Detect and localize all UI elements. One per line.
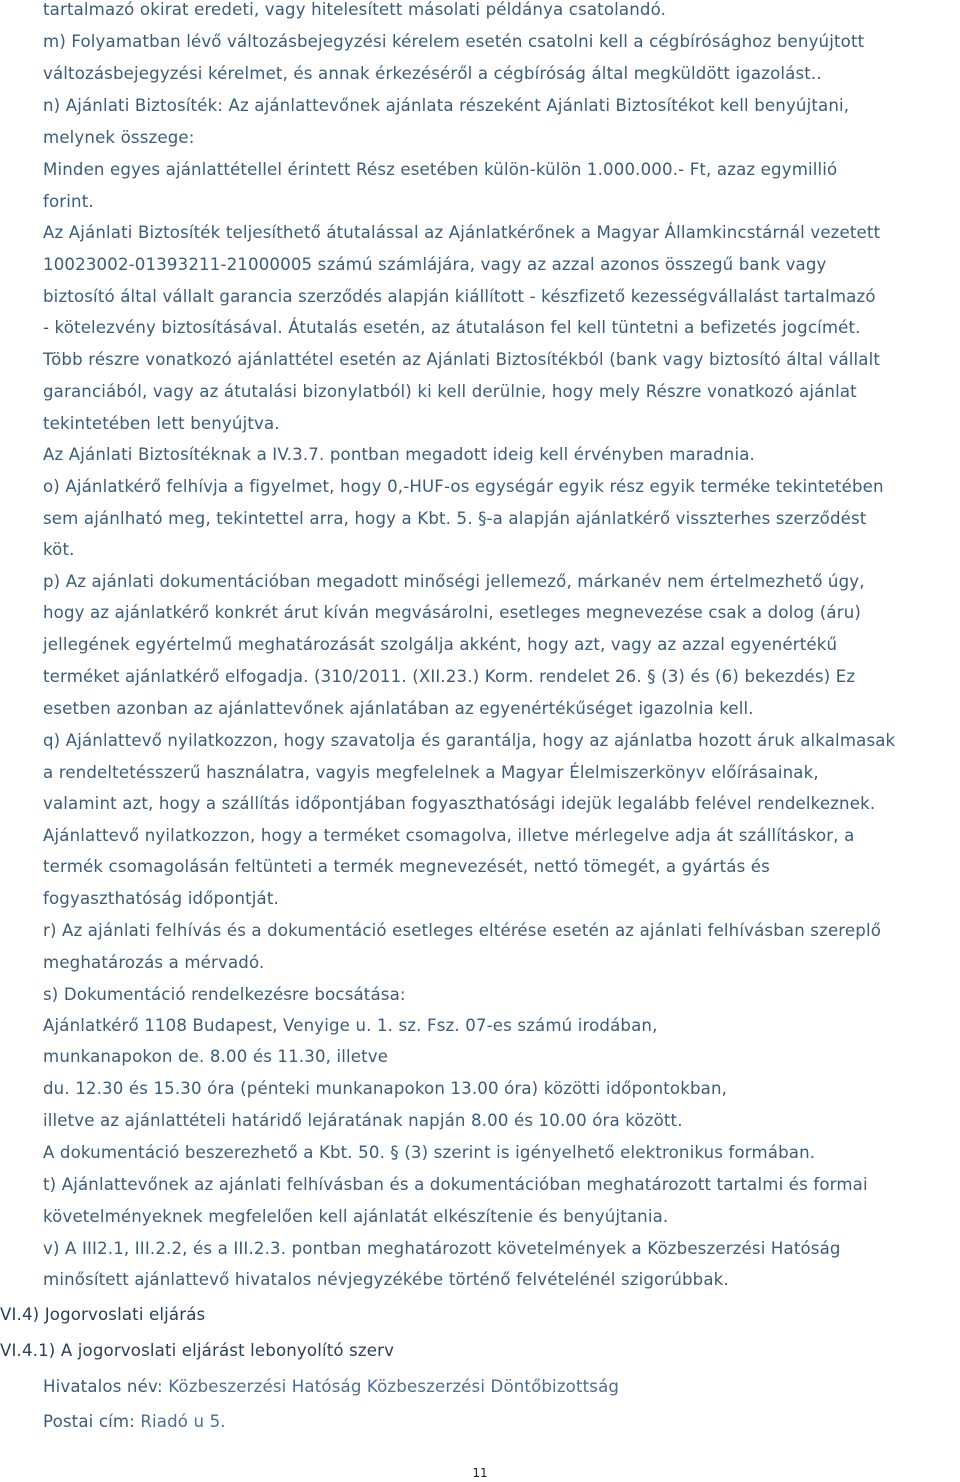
text-line: hogy az ajánlatkérő konkrét árut kíván megvásárolni, esetleges megnevezése csak a dolog (áru) bbox=[43, 603, 862, 622]
text-line: forint. bbox=[43, 192, 94, 211]
field-label: Postai cím: bbox=[43, 1412, 141, 1431]
text-line: Az Ajánlati Biztosíték teljesíthető átutalással az Ajánlatkérőnek a Magyar Államkincstárnál vezetett bbox=[43, 223, 881, 242]
text-line: Ajánlatkérő 1108 Budapest, Venyige u. 1. sz. Fsz. 07-es számú irodában, bbox=[43, 1016, 658, 1035]
text-line: q) Ajánlattevő nyilatkozzon, hogy szavatolja és garantálja, hogy az ajánlatba hozott áruk alkalmasak bbox=[43, 731, 896, 750]
text-line: esetben azonban az ajánlattevőnek ajánlatában az egyenértékűséget igazolnia kell. bbox=[43, 699, 754, 718]
text-line: o) Ajánlatkérő felhívja a figyelmet, hogy 0,-HUF-os egységár egyik rész egyik terméke tekintetében bbox=[43, 477, 884, 496]
text-line: valamint azt, hogy a szállítás időpontjában fogyaszthatósági idejük legalább felével rendelkeznek. bbox=[43, 794, 876, 813]
text-line: s) Dokumentáció rendelkezésre bocsátása: bbox=[43, 985, 406, 1004]
text-line: fogyaszthatóság időpontját. bbox=[43, 889, 279, 908]
text-line: r) Az ajánlati felhívás és a dokumentáció esetleges eltérése esetén az ajánlati felhívásban szereplő bbox=[43, 921, 882, 940]
postal-address-row bbox=[43, 1412, 226, 1432]
text-line: - kötelezvény biztosításával. Átutalás esetén, az átutaláson fel kell tüntetni a befizetés jogcímét. bbox=[43, 318, 861, 337]
text-line: tekintetében lett benyújtva. bbox=[43, 414, 280, 433]
text-line: sem ajánlható meg, tekintettel arra, hogy a Kbt. 5. §-a alapján ajánlatkérő visszterhes szerződést bbox=[43, 509, 867, 528]
text-line: termék csomagolásán feltünteti a termék megnevezését, nettó tömegét, a gyártás és bbox=[43, 857, 770, 876]
text-line: v) A III2.1, III.2.2, és a III.2.3. pontban meghatározott követelmények a Közbeszerzési Hatóság bbox=[43, 1239, 841, 1258]
text-line: m) Folyamatban lévő változásbejegyzési kérelem esetén csatolni kell a cégbírósághoz benyújtott bbox=[43, 32, 865, 51]
text-line: melynek összege: bbox=[43, 128, 195, 147]
text-line: p) Az ajánlati dokumentációban megadott minőségi jellemező, márkanév nem értelmezhető úgy, bbox=[43, 572, 865, 591]
text-line: minősített ajánlattevő hivatalos névjegyzékébe történő felvételénél szigorúbbak. bbox=[43, 1270, 729, 1289]
text-line: illetve az ajánlattételi határidő lejáratának napján 8.00 és 10.00 óra között. bbox=[43, 1111, 683, 1130]
text-line: tartalmazó okirat eredeti, vagy hitelesített másolati példánya csatolandó. bbox=[43, 0, 667, 19]
text-line: meghatározás a mérvadó. bbox=[43, 953, 265, 972]
text-line: A dokumentáció beszerezhető a Kbt. 50. § (3) szerint is igényelhető elektronikus formában. bbox=[43, 1143, 816, 1162]
page-number: 11 bbox=[472, 1466, 488, 1480]
field-value: Közbeszerzési Hatóság Közbeszerzési Döntőbizottság bbox=[168, 1377, 620, 1396]
text-line: köt. bbox=[43, 540, 75, 559]
field-label: Hivatalos név: bbox=[43, 1377, 169, 1396]
text-line: du. 12.30 és 15.30 óra (pénteki munkanapokon 13.00 óra) közötti időpontokban, bbox=[43, 1079, 728, 1098]
text-line: a rendeltetésszerű használatra, vagyis megfelelnek a Magyar Élelmiszerkönyv előírásainak, bbox=[43, 763, 819, 782]
text-line: terméket ajánlatkérő elfogadja. (310/2011. (XII.23.) Korm. rendelet 26. § (3) és (6) bekezdés) Ez bbox=[43, 667, 856, 686]
section-heading: VI.4.1) A jogorvoslati eljárást lebonyolító szerv bbox=[0, 1341, 395, 1360]
section-heading: VI.4) Jogorvoslati eljárás bbox=[0, 1305, 206, 1324]
text-line: Több részre vonatkozó ajánlattétel esetén az Ajánlati Biztosítékból (bank vagy biztosító által vállalt bbox=[43, 350, 881, 369]
text-line: követelményeknek megfelelően kell ajánlatát elkészítenie és benyújtania. bbox=[43, 1207, 669, 1226]
text-line: munkanapokon de. 8.00 és 11.30, illetve bbox=[43, 1047, 389, 1066]
text-line: Ajánlattevő nyilatkozzon, hogy a terméket csomagolva, illetve mérlegelve adja át szállításkor, a bbox=[43, 826, 855, 845]
text-line: biztosító által vállalt garancia szerződés alapján kiállított - készfizető kezességvállalást tartalmazó bbox=[43, 287, 876, 306]
text-line: garanciából, vagy az átutalási bizonylatból) ki kell derülnie, hogy mely Részre vonatkozó ajánlat bbox=[43, 382, 857, 401]
text-line: n) Ajánlati Biztosíték: Az ajánlattevőnek ajánlata részeként Ajánlati Biztosítékot kell benyújtani, bbox=[43, 96, 850, 115]
official-name-row bbox=[43, 1377, 619, 1397]
text-line: t) Ajánlattevőnek az ajánlati felhívásban és a dokumentációban meghatározott tartalmi és formai bbox=[43, 1175, 868, 1194]
text-line: 10023002-01393211-21000005 számú számlájára, vagy az azzal azonos összegű bank vagy bbox=[43, 255, 827, 274]
text-line: Minden egyes ajánlattétellel érintett Rész esetében külön-külön 1.000.000.- Ft, azaz egymillió bbox=[43, 160, 838, 179]
text-line: jellegének egyértelmű meghatározását szolgálja akként, hogy azt, vagy az azzal egyenértékű bbox=[43, 635, 838, 654]
field-value: Riadó u 5. bbox=[140, 1412, 226, 1431]
text-line: Az Ajánlati Biztosítéknak a IV.3.7. pontban megadott ideig kell érvényben maradnia. bbox=[43, 445, 755, 464]
text-line: változásbejegyzési kérelmet, és annak érkezéséről a cégbíróság által megküldött igazolást.. bbox=[43, 64, 822, 83]
